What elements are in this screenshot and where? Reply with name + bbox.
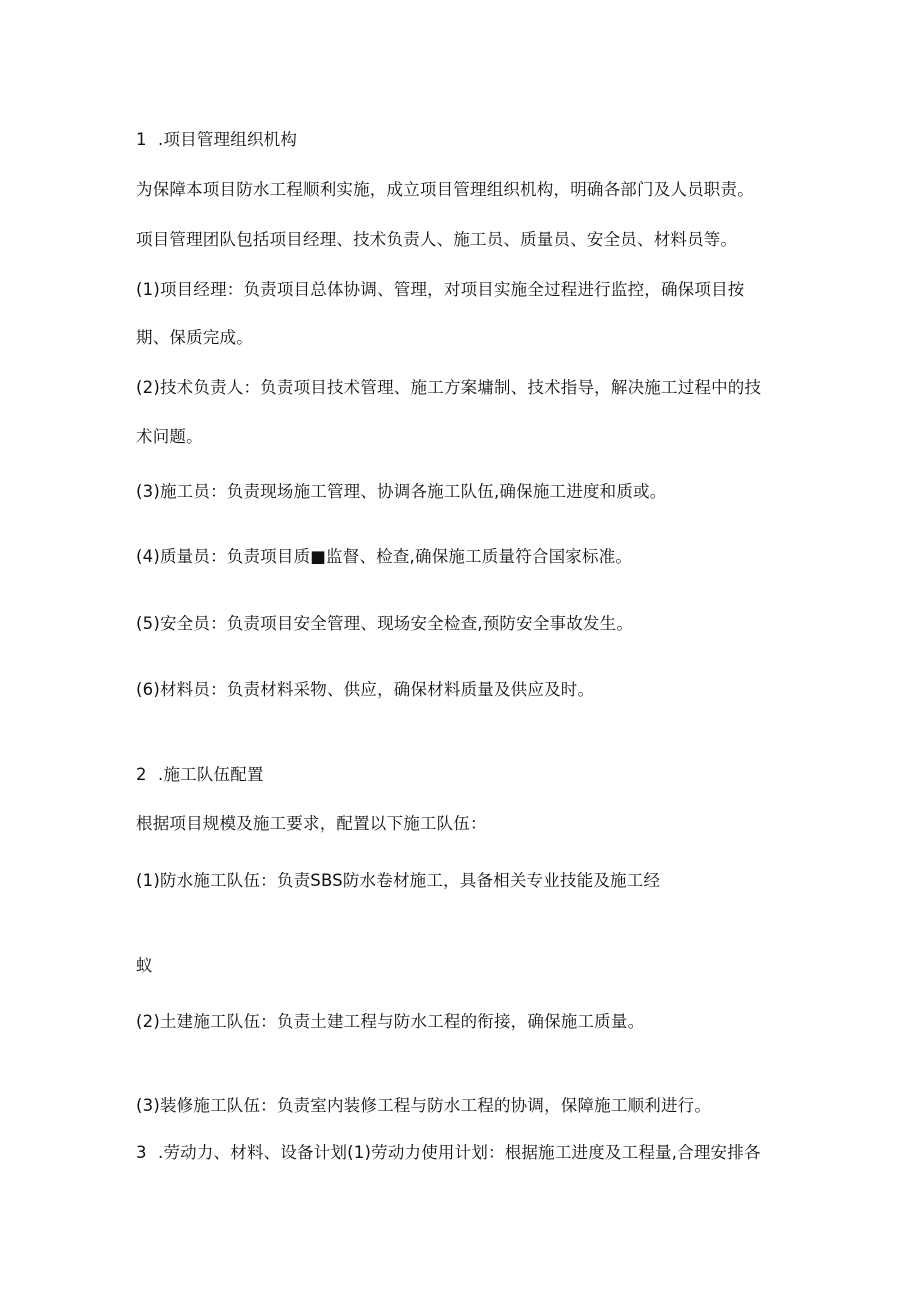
list-item-line: (5)安全员：负责项目安全管理、现场安全检查,预防安全事故发生。 (136, 614, 634, 633)
list-item-line: (3)装修施工队伍：负责室内装修工程与防水工程的协调，保障施工顺利进行。 (136, 1096, 712, 1115)
section-heading-2 (136, 764, 264, 786)
list-item-line: 期、保质完成。 (136, 328, 253, 347)
list-item-line: (2)技术负责人：负责项目技术管理、施工方案墉制、技术指导，解决施工过程中的技 (136, 378, 762, 397)
paragraph: 根据项目规模及施工要求，配置以下施工队伍： (136, 814, 487, 833)
paragraph: 为保障本项目防水工程顺利实施，成立项目管理组织机构，明确各部门及人员职责。 (136, 180, 754, 199)
section-heading-3 (136, 1142, 761, 1164)
list-item-line: 术问题。 (136, 427, 203, 446)
list-item-line: (2)土建施工队伍：负责土建工程与防水工程的衔接，确保施工质量。 (136, 1012, 645, 1031)
section-title: .劳动力、材料、设备计划(1)劳动力使用计划：根据施工进度及工程量,合理安排各 (158, 1143, 761, 1162)
list-item-line: (6)材料员：负责材料采物、供应，确保材料质量及供应及时。 (136, 680, 595, 699)
list-item-line: 蚁 (136, 956, 153, 975)
paragraph: 项目管理团队包括项目经理、技术负责人、施工员、质量员、安全员、材料员等。 (136, 230, 738, 249)
section-title: .项目管理组织机构 (158, 130, 298, 149)
section-title: .施工队伍配置 (158, 765, 264, 784)
section-number: 3 (136, 1143, 147, 1162)
list-item-line: (1)防水施工队伍：负责SBS防水卷材施工，具备相关专业技能及施工经 (136, 871, 661, 890)
section-heading-1 (136, 129, 297, 151)
section-number: 1 (136, 130, 147, 149)
section-number: 2 (136, 765, 147, 784)
list-item-line: (4)质量员：负责项目质■监督、检查,确保施工质量符合国家标准。 (136, 547, 633, 566)
list-item-line: (3)施工员：负责现场施工管理、协调各施工队伍,确保施工进度和质或。 (136, 482, 667, 501)
list-item-line: (1)项目经理：负责项目总体协调、管理，对项目实施全过程进行监控，确保项目按 (136, 280, 745, 299)
